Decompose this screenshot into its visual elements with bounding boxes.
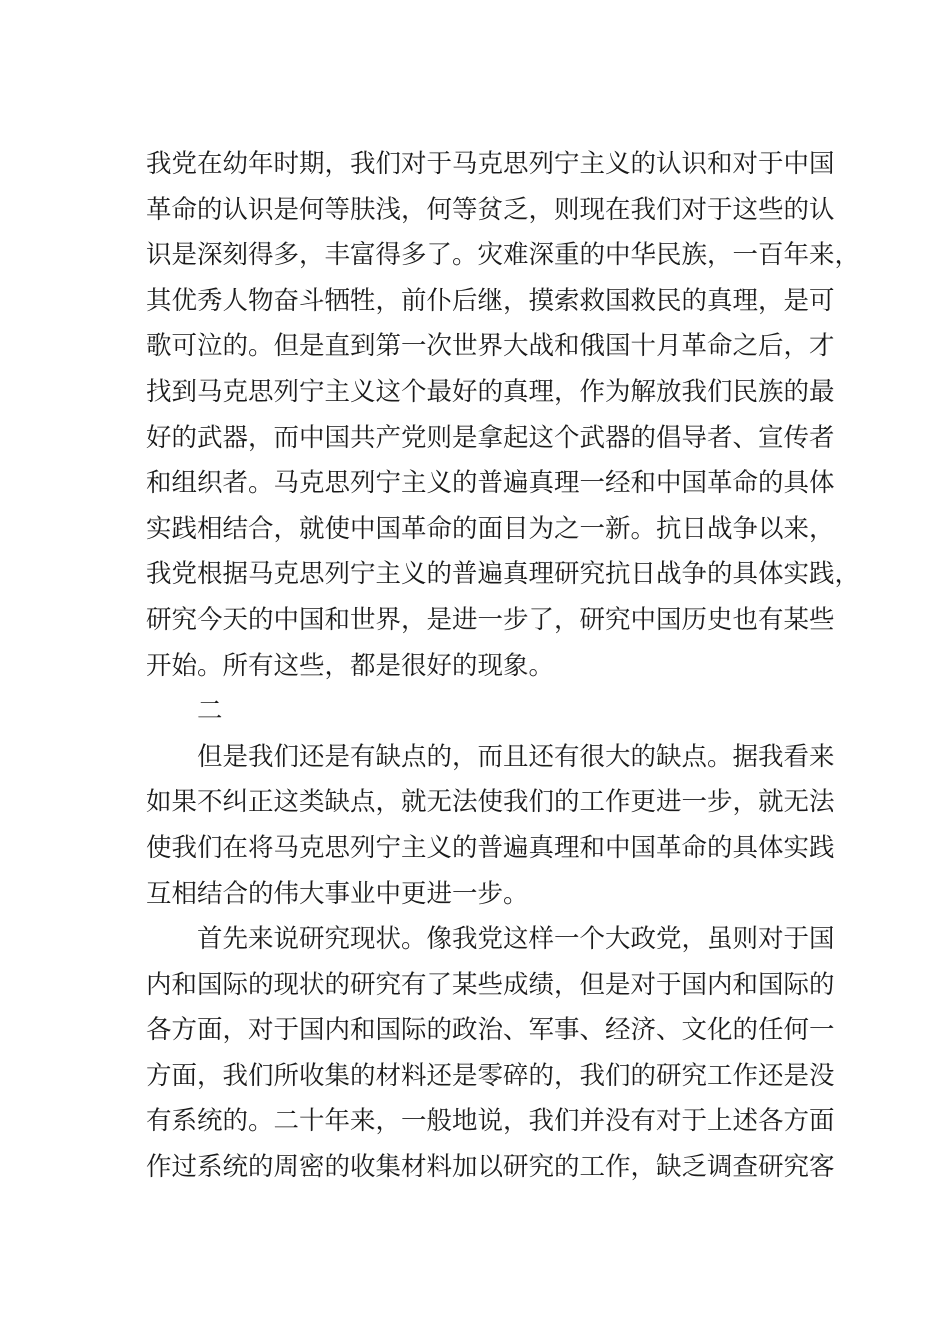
paragraph-1-line: 我党根据马克思列宁主义的普遍真理研究抗日战争的具体实践，	[146, 559, 861, 590]
paragraph-1-line: 好的武器，而中国共产党则是拿起这个武器的倡导者、宣传者	[146, 422, 835, 453]
paragraph-3-line: 内和国际的现状的研究有了某些成绩，但是对于国内和国际的	[146, 969, 835, 1000]
paragraph-3-line: 各方面，对于国内和国际的政治、军事、经济、文化的任何一	[146, 1015, 835, 1046]
paragraph-2-line: 但是我们还是有缺点的，而且还有很大的缺点。据我看来	[197, 741, 835, 772]
paragraph-2-line: 使我们在将马克思列宁主义的普遍真理和中国革命的具体实践	[146, 832, 835, 863]
paragraph-1-line: 开始。所有这些，都是很好的现象。	[146, 650, 555, 681]
paragraph-3-line: 作过系统的周密的收集材料加以研究的工作，缺乏调查研究客	[146, 1152, 835, 1183]
body-text	[146, 142, 861, 1191]
paragraph-1-line: 我党在幼年时期，我们对于马克思列宁主义的认识和对于中国	[146, 149, 835, 179]
paragraph-1-line: 研究今天的中国和世界，是进一步了，研究中国历史也有某些	[146, 604, 835, 635]
paragraph-1-line: 实践相结合，就使中国革命的面目为之一新。抗日战争以来，	[146, 513, 835, 544]
paragraph-1-line: 歌可泣的。但是直到第一次世界大战和俄国十月革命之后，才	[146, 331, 835, 362]
section-heading: 二	[197, 696, 223, 727]
paragraph-3-line: 首先来说研究现状。像我党这样一个大政党，虽则对于国	[197, 924, 835, 955]
paragraph-3-line: 方面，我们所收集的材料还是零碎的，我们的研究工作还是没	[146, 1060, 835, 1091]
paragraph-1-line: 和组织者。马克思列宁主义的普遍真理一经和中国革命的具体	[146, 468, 835, 499]
paragraph-1-line: 找到马克思列宁主义这个最好的真理，作为解放我们民族的最	[146, 376, 835, 407]
paragraph-3-line: 有系统的。二十年来，一般地说，我们并没有对于上述各方面	[146, 1106, 835, 1137]
paragraph-1-line: 识是深刻得多，丰富得多了。灾难深重的中华民族，一百年来，	[146, 240, 861, 271]
paragraph-2-line: 互相结合的伟大事业中更进一步。	[146, 878, 529, 909]
paragraph-1-line: 革命的认识是何等肤浅，何等贫乏，则现在我们对于这些的认	[146, 194, 835, 225]
paragraph-2-line: 如果不纠正这类缺点，就无法使我们的工作更进一步，就无法	[146, 787, 835, 818]
paragraph-1-line: 其优秀人物奋斗牺牲，前仆后继，摸索救国救民的真理，是可	[146, 285, 835, 316]
